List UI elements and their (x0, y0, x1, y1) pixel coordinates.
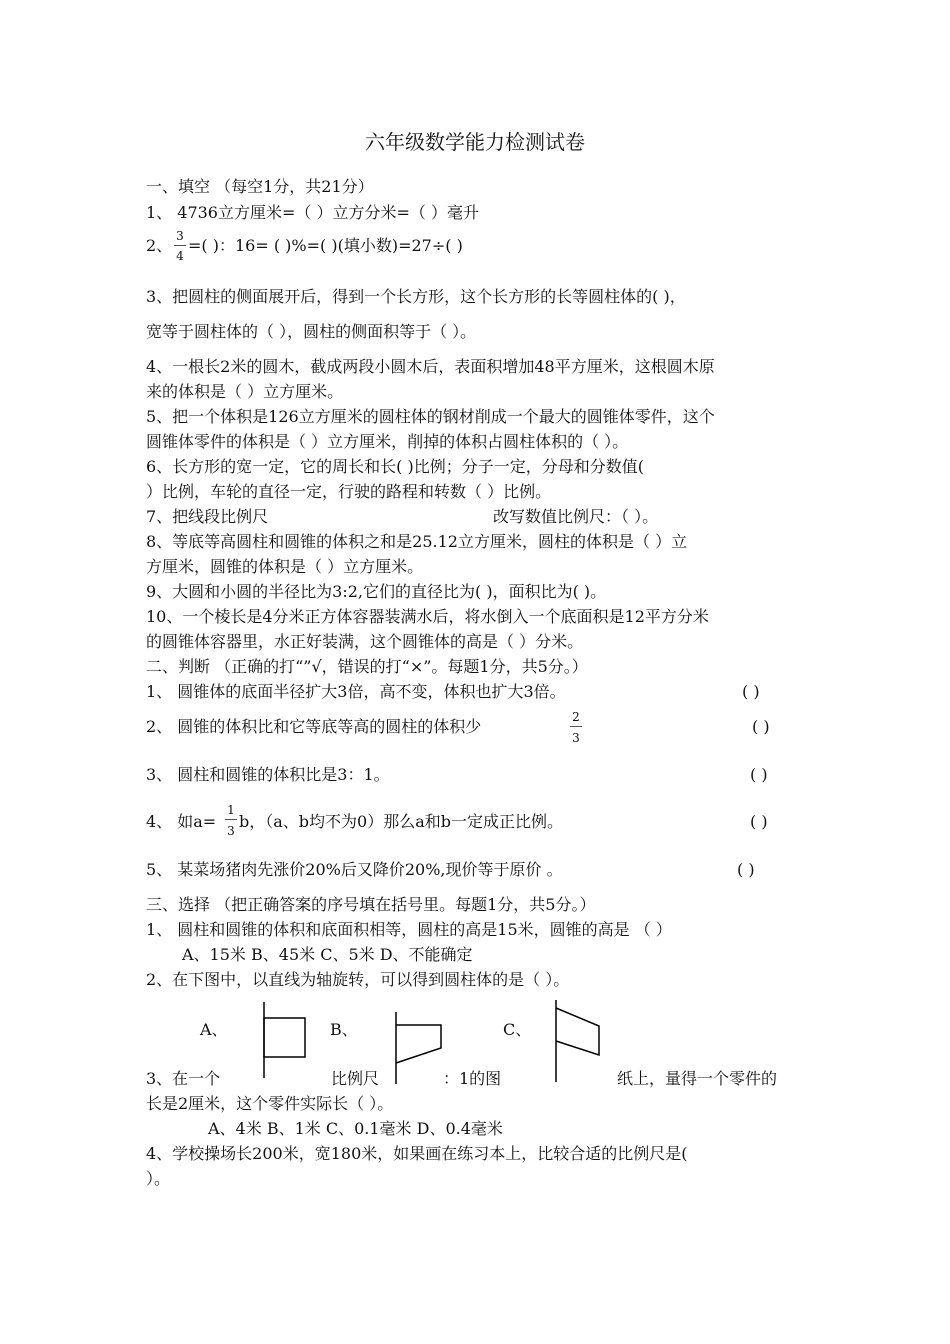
choice-1: 1、 圆柱和圆锥的体积和底面积相等，圆柱的高是15米，圆锥的高是 （ ） (146, 920, 672, 939)
question-1-8-line2: 方厘米，圆锥的体积是（ ）立方厘米。 (146, 557, 424, 576)
judge-4-post: b，（a、b均不为0）那么a和b一定成正比例。 (239, 812, 563, 831)
question-1-10-line2: 的圆锥体容器里，水正好装满，这个圆锥体的高是（ ）分米。 (146, 632, 584, 651)
judge-1: 1、 圆锥体的底面半径扩大3倍，高不变，体积也扩大3倍。 (146, 682, 566, 701)
question-1-8-line1: 8、等底等高圆柱和圆锥的体积之和是25.12立方厘米，圆柱的体积是（ ）立 (146, 532, 688, 551)
choice-3-options: A、4米 B、1米 C、0.1毫米 D、0.4毫米 (208, 1119, 503, 1138)
fraction-denominator: 3 (572, 731, 580, 745)
judge-1-answer-paren: ( ) (742, 682, 760, 701)
question-1-5-line2: 圆锥体零件的体积是（ ）立方厘米，削掉的体积占圆柱体积的（ ）。 (146, 432, 629, 451)
judge-5: 5、 某菜场猪肉先涨价20%后又降价20%,现价等于原价 。 (146, 860, 563, 879)
question-1-6-line2: ）比例，车轮的直径一定，行驶的路程和转数（ ）比例。 (146, 482, 552, 501)
figure-c-parallelogram (556, 1008, 599, 1055)
judge-3: 3、 圆柱和圆锥的体积比是3：1。 (146, 765, 390, 784)
fraction-denominator: 3 (227, 824, 235, 838)
fraction-numerator: 3 (176, 229, 184, 243)
choice-1-options: A、15米 B、45米 C、5米 D、不能确定 (182, 945, 473, 964)
figure-label-b: B、 (330, 1020, 358, 1039)
question-1-7-end: 改写数值比例尺：（ ）。 (493, 507, 659, 526)
question-1-3-line1: 3、把圆柱的侧面展开后，得到一个长方形，这个长方形的长等圆柱体的( )， (146, 287, 686, 306)
question-1-4-line1: 4、一根长2米的圆木，截成两段小圆木后，表面积增加48平方厘米，这根圆木原 (146, 357, 715, 376)
figure-a-square (264, 1018, 305, 1057)
choice-2: 2、在下图中，以直线为轴旋转，可以得到圆柱体的是（ ）。 (146, 970, 570, 989)
question-1-2-rest: =( )：16= ( )%=( )(填小数)=27÷( ) (188, 236, 463, 255)
choice-3-part4: 纸上，量得一个零件的 (617, 1069, 778, 1088)
choice-3-part1: 3、在一个 (146, 1069, 221, 1088)
judge-3-answer-paren: ( ) (750, 765, 768, 784)
figure-label-a: A、 (200, 1020, 228, 1039)
judge-5-answer-paren: ( ) (737, 860, 755, 879)
figure-b-trapezoid (396, 1025, 441, 1063)
question-1-1: 1、 4736立方厘米=（ ）立方分米=（ ）毫升 (146, 203, 479, 222)
judge-2: 2、 圆锥的体积比和它等底等高的圆柱的体积少 (146, 717, 482, 736)
section-heading-fill: 一、填空 （每空1分，共21分） (146, 177, 374, 196)
choice-4-line1: 4、学校操场长200米，宽180米，如果画在练习本上，比较合适的比例尺是( (146, 1144, 688, 1163)
judge-4-answer-paren: ( ) (750, 812, 768, 831)
judge-4-pre: 4、 如a= (146, 812, 217, 831)
question-1-4-line2: 来的体积是（ ）立方厘米。 (146, 382, 344, 401)
choice-4-line2: ）。 (146, 1169, 171, 1188)
question-1-2-prefix: 2、 (146, 236, 173, 255)
section-heading-choice: 三、选择 （把正确答案的序号填在括号里。每题1分，共5分。） (146, 895, 596, 914)
question-1-6-line1: 6、长方形的宽一定，它的周长和长( )比例；分子一定，分母和分数值( (146, 457, 644, 476)
question-1-9: 9、大圆和小圆的半径比为3:2,它们的直径比为( )，面积比为( )。 (146, 582, 607, 601)
fraction-numerator: 2 (572, 710, 580, 724)
fraction-numerator: 1 (227, 803, 235, 817)
fraction-denominator: 4 (176, 249, 184, 263)
question-1-7-start: 7、把线段比例尺 (146, 507, 269, 526)
page-title: 六年级数学能力检测试卷 (365, 130, 585, 154)
choice-3-part2: 比例尺 (331, 1069, 380, 1088)
figure-label-c: C、 (503, 1020, 532, 1039)
choice-3-line2: 长是2厘米，这个零件实际长（ ）。 (146, 1094, 394, 1113)
judge-2-answer-paren: ( ) (752, 717, 770, 736)
question-1-10-line1: 10、一个棱长是4分米正方体容器装满水后，将水倒入一个底面积是12平方分米 (146, 607, 709, 626)
question-1-5-line1: 5、把一个体积是126立方厘米的圆柱体的钢材削成一个最大的圆锥体零件，这个 (146, 407, 715, 426)
choice-3-part3: ：1的图 (443, 1069, 502, 1088)
question-1-3-line2: 宽等于圆柱体的（ ），圆柱的侧面积等于（ ）。 (146, 322, 477, 341)
section-heading-judge: 二、判断 （正确的打“”√，错误的打“×”。每题1分，共5分。） (146, 657, 588, 676)
